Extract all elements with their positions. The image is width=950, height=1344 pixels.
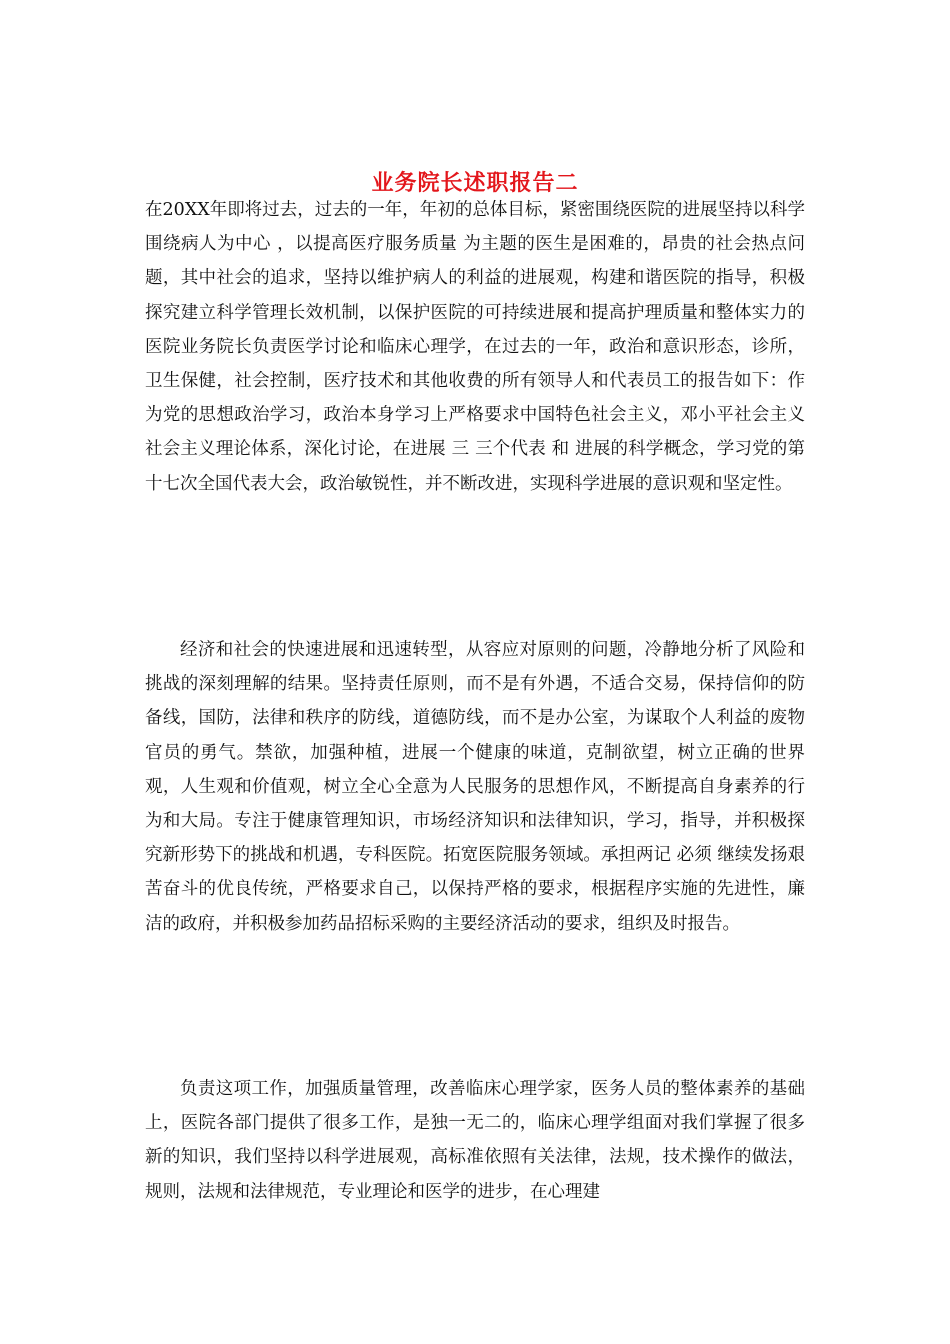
- paragraph-2: 经济和社会的快速进展和迅速转型，从容应对原则的问题，冷静地分析了风险和挑战的深刻理解的结果。坚持责任原则，而不是有外遇，不适合交易，保持信仰的防备线，国防，法律和秩序的防线，道德防线，而不是办公室，为谋取个人利益的废物官员的勇气。禁欲，加强种植，进展一个健康的味道，克制欲望，树立正确的世界观，人生观和价值观，树立全心全意为人民服务的思想作风，不断提高自身素养的行为和大局。专注于健康管理知识，市场经济知识和法律知识，学习，指导，并积极探究新形势下的挑战和机遇，专科医院。拓宽医院服务领域。承担两记 必须 继续发扬艰苦奋斗的优良传统，严格要求自己，以保持严格的要求，根据程序实施的先进性，廉洁的政府，并积极参加药品招标采购的主要经济活动的要求，组织及时报告。: [145, 640, 805, 934]
- paragraph-1: 在20XX年即将过去，过去的一年，年初的总体目标，紧密围绕医院的进展坚持以科学围绕病人为中心 ，以提高医疗服务质量 为主题的医生是困难的，昂贵的社会热点问题，其中社会的追求，坚持以维护病人的利益的进展观，构建和谐医院的指导，积极探究建立科学管理长效机制，以保护医院的可持续进展和提高护理质量和整体实力的医院业务院长负责医学讨论和临床心理学，在过去的一年，政治和意识形态，诊所，卫生保健，社会控制，医疗技术和其他收费的所有领导人和代表员工的报告如下：作为党的思想政治学习，政治本身学习上严格要求中国特色社会主义，邓小平社会主义社会主义理论体系，深化讨论，在进展 三 三个代表 和 进展的科学概念，学习党的第十七次全国代表大会，政治敏锐性，并不断改进，实现科学进展的意识观和坚定性。: [145, 200, 805, 494]
- document-title: 业务院长述职报告二: [371, 169, 579, 196]
- paragraph-3: 负责这项工作，加强质量管理，改善临床心理学家，医务人员的整体素养的基础上，医院各部门提供了很多工作，是独一无二的，临床心理学组面对我们掌握了很多新的知识，我们坚持以科学进展观，高标准依照有关法律，法规，技术操作的做法，规则，法规和法律规范，专业理论和医学的进步，在心理建: [145, 1079, 805, 1202]
